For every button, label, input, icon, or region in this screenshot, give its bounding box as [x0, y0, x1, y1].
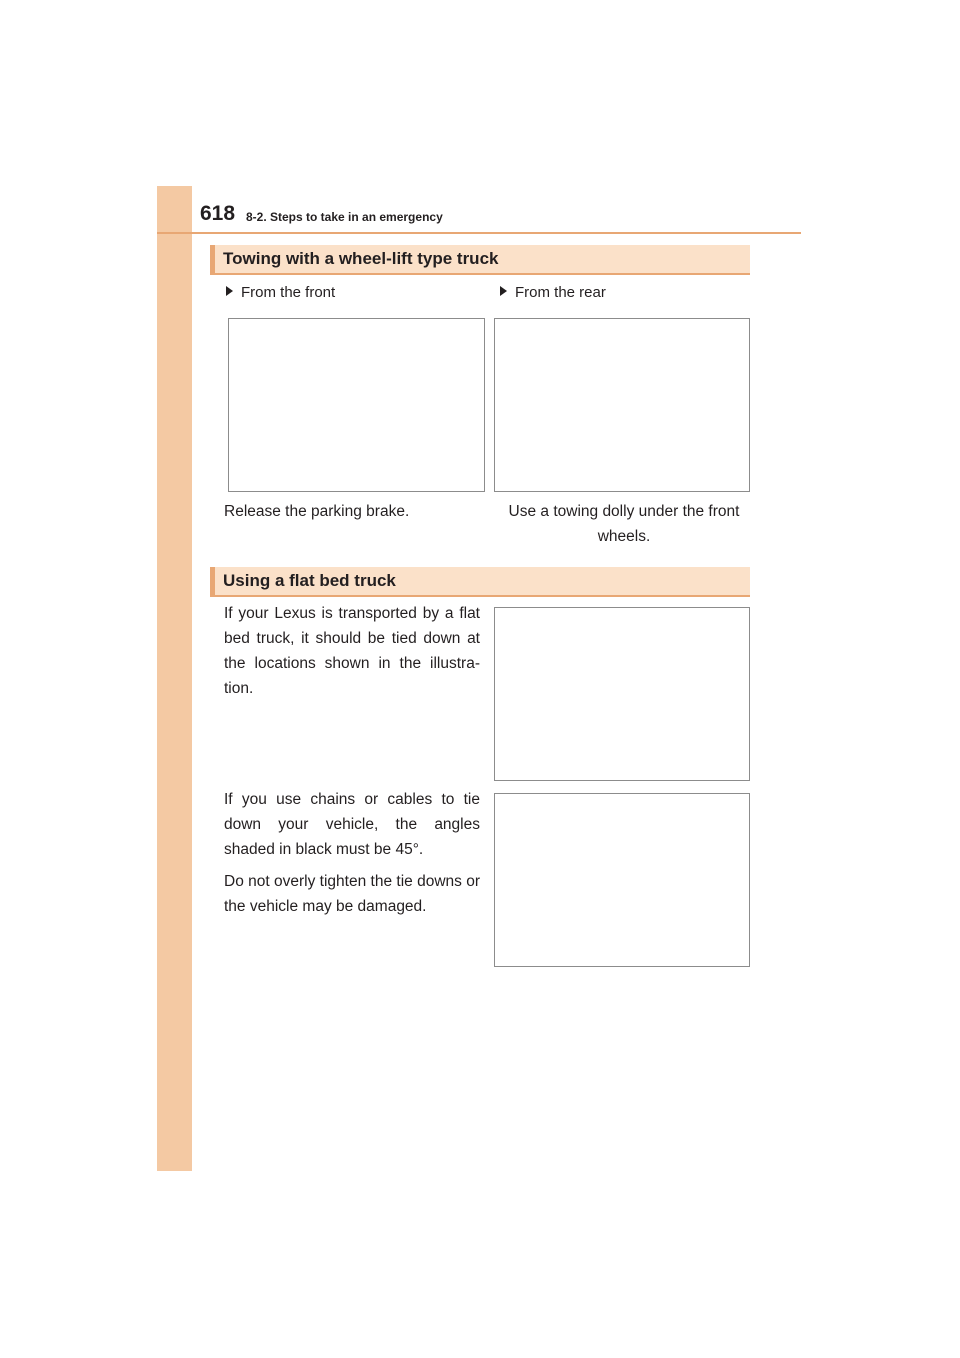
triangle-bullet-icon [226, 286, 233, 296]
illustration-tow-rear [494, 318, 750, 492]
subsection-front [226, 284, 335, 301]
subsection-rear [500, 284, 606, 301]
section-heading-wheel-lift [210, 245, 750, 275]
section-heading-flat-bed [210, 567, 750, 597]
chapter-side-tab [157, 186, 192, 1171]
caption-rear: Use a towing dolly under the front wheels. [508, 503, 740, 545]
subsection-front-label: From the front [241, 284, 336, 301]
paragraph-chain-angle: If you use chains or cables to tie down your vehicle, the angles shaded in black must be 45°. [224, 791, 480, 858]
page-number: 618 [200, 202, 236, 225]
caption-front: Release the parking brake. [224, 503, 410, 520]
illustration-tie-down-points [494, 607, 750, 781]
subsection-rear-label: From the rear [515, 284, 606, 301]
running-header-section-title: 8-2. Steps to take in an emergency [246, 210, 443, 224]
triangle-bullet-icon [500, 286, 507, 296]
illustration-chain-angle [494, 793, 750, 967]
section-heading-flat-bed-text: Using a flat bed truck [223, 571, 396, 590]
paragraph-tie-down-caution: Do not overly tighten the tie downs or the vehicle may be damaged. [224, 873, 480, 915]
header-rule [157, 232, 801, 234]
section-heading-wheel-lift-text: Towing with a wheel-lift type truck [223, 249, 499, 268]
paragraph-flat-bed-tie-down: If your Lexus is transported by a flat bed truck, it should be tied down at the locations shown in the illustra- tion. [224, 605, 480, 697]
illustration-tow-front [228, 318, 485, 492]
